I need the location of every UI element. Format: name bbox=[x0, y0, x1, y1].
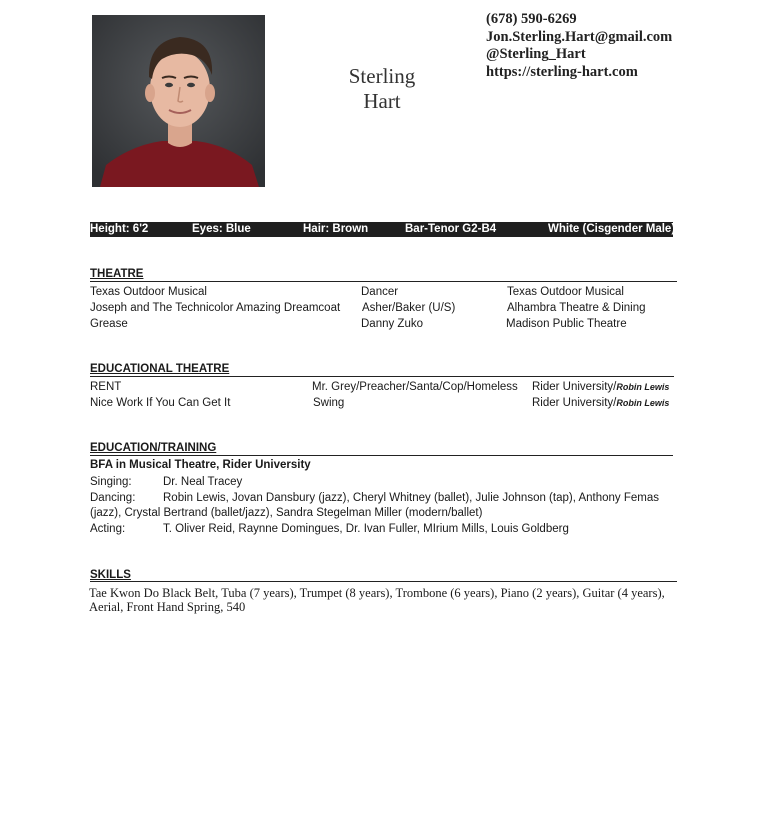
credit-role: Mr. Grey/Preacher/Santa/Cop/Homeless bbox=[312, 381, 518, 393]
stats-bar bbox=[90, 222, 676, 237]
credit-show: Grease bbox=[90, 318, 128, 330]
website-link[interactable]: https://sterling-hart.com bbox=[486, 63, 638, 80]
training-label-singing: Singing: bbox=[90, 476, 132, 488]
credit-venue: Madison Public Theatre bbox=[506, 318, 627, 330]
credit-role: Swing bbox=[313, 397, 345, 409]
actor-first-name: Sterling bbox=[348, 64, 416, 88]
degree: BFA in Musical Theatre, Rider University bbox=[90, 459, 311, 471]
credit-venue bbox=[532, 396, 669, 410]
actor-name bbox=[330, 64, 434, 114]
stat-ethnicity: White (Cisgender Male) bbox=[548, 223, 676, 235]
credit-venue: Alhambra Theatre & Dining bbox=[507, 302, 646, 314]
contact-block bbox=[486, 11, 672, 81]
section-rule-skills bbox=[90, 581, 677, 582]
credit-venue-name: Rider University/ bbox=[532, 397, 617, 409]
credit-director: Robin Lewis bbox=[616, 398, 670, 408]
training-value-dancing-cont: (jazz), Crystal Bertrand (ballet/jazz), Sandra Stegelman Miller (modern/ballet) bbox=[90, 507, 483, 519]
credit-venue: Texas Outdoor Musical bbox=[507, 286, 624, 298]
section-title-skills: SKILLS bbox=[90, 569, 131, 581]
training-value-acting: T. Oliver Reid, Raynne Domingues, Dr. Ivan Fuller, MIrium Mills, Louis Goldberg bbox=[163, 523, 569, 535]
phone-number[interactable]: (678) 590-6269 bbox=[486, 11, 577, 27]
credit-show: Joseph and The Technicolor Amazing Dreamcoat bbox=[90, 302, 341, 314]
credit-director: Robin Lewis bbox=[616, 382, 670, 392]
stat-height: Height: 6'2 bbox=[90, 223, 149, 235]
email-address[interactable]: Jon.Sterling.Hart@gmail.com bbox=[486, 28, 673, 45]
section-title-theatre: THEATRE bbox=[90, 268, 144, 280]
section-title-education: EDUCATION/TRAINING bbox=[90, 442, 217, 454]
training-label-dancing: Dancing: bbox=[90, 492, 136, 504]
stat-voice: Bar-Tenor G2-B4 bbox=[405, 223, 497, 235]
credit-show: RENT bbox=[90, 381, 122, 393]
training-value-singing: Dr. Neal Tracey bbox=[163, 476, 243, 488]
credit-role: Danny Zuko bbox=[361, 318, 424, 330]
section-title-educational-theatre: EDUCATIONAL THEATRE bbox=[90, 363, 230, 375]
credit-show: Texas Outdoor Musical bbox=[90, 286, 207, 298]
social-handle[interactable]: @Sterling_Hart bbox=[486, 46, 586, 62]
training-label-acting: Acting: bbox=[90, 523, 126, 535]
section-rule-theatre bbox=[90, 281, 677, 282]
stat-eyes: Eyes: Blue bbox=[192, 223, 251, 235]
credit-role: Asher/Baker (U/S) bbox=[362, 302, 456, 314]
training-value-dancing: Robin Lewis, Jovan Dansbury (jazz), Cheryl Whitney (ballet), Julie Johnson (tap), Anthony Femas bbox=[163, 492, 659, 504]
skills-text: Tae Kwon Do Black Belt, Tuba (7 years), Trumpet (8 years), Trombone (6 years), Piano (2 years), Guitar (4 years), Aerial, Front Hand Spring, 540 bbox=[89, 586, 665, 614]
headshot-photo bbox=[92, 15, 265, 187]
actor-last-name: Hart bbox=[363, 89, 401, 113]
credit-role: Dancer bbox=[361, 286, 399, 298]
section-rule-educational-theatre bbox=[90, 376, 674, 377]
stat-hair: Hair: Brown bbox=[303, 223, 369, 235]
credit-show: Nice Work If You Can Get It bbox=[90, 397, 231, 409]
section-rule-education bbox=[90, 455, 673, 456]
credit-venue bbox=[532, 380, 669, 394]
credit-venue-name: Rider University/ bbox=[532, 381, 617, 393]
